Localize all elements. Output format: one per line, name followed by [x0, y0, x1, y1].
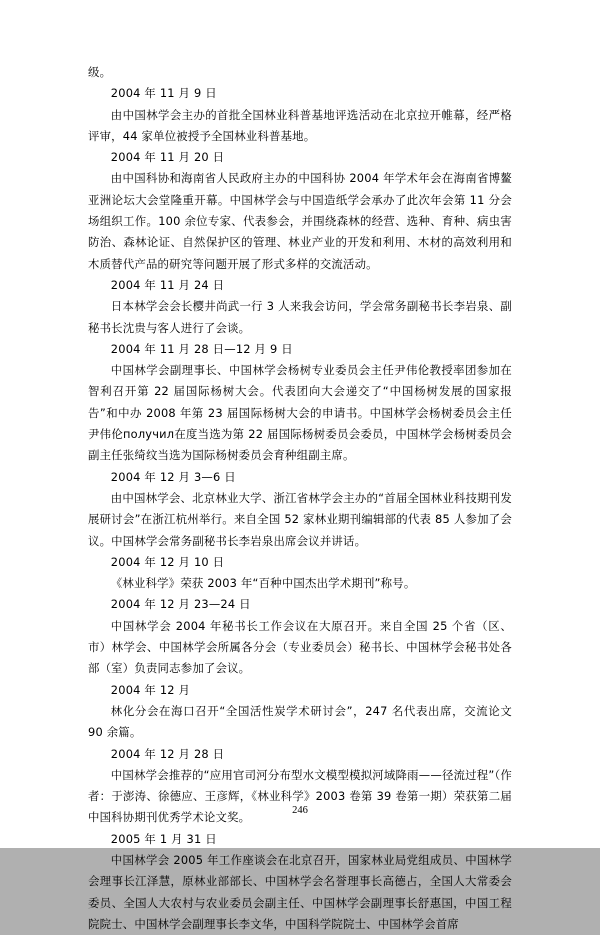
date-heading-3: 2004 年 11 月 20 日 [110, 150, 225, 165]
paragraph-14: 中国林学会 2004 年秘书长工作会议在大原召开。来自全国 25 个省（区、市）林学会、中国林学会所属各分会（专业委员会）秘书长、中国林学会秘书处各部（室）负责同志参加了会议。 [88, 618, 512, 676]
paragraph-12: 《林业科学》荣获 2003 年“百种中国杰出学术期刊”称号。 [110, 576, 416, 591]
paragraph-18: 中国林学会推荐的“应用官司河分布型水文模型模拟河域降雨——径流过程”（作者：于澎涛、徐德应、王彦辉，《林业科学》2003 卷第 39 卷第一期）荣获第二届中国科协期刊优秀学术论文奖。 [88, 767, 512, 825]
date-heading-11: 2004 年 12 月 10 日 [110, 554, 225, 569]
paragraph-10: 由中国林学会、北京林业大学、浙江省林学会主办的“首届全国林业科技期刊发展研讨会”在浙江杭州举行。来自全国 52 家林业期刊编辑部的代表 85 人参加了会议。中国林学会常务副秘书长李岩泉出席会议并讲话。 [88, 490, 512, 548]
date-heading-9: 2004 年 12 月 3—6 日 [110, 469, 236, 484]
page-number: 246 [292, 805, 308, 816]
date-heading-13: 2004 年 12 月 23—24 日 [110, 597, 251, 612]
paragraph-6: 日本林学会会长樱井尚武一行 3 人来我会访问，学会常务副秘书长李岩泉、副秘书长沈贵与客人进行了会谈。 [88, 299, 512, 335]
date-heading-15: 2004 年 12 月 [110, 682, 191, 697]
date-heading-5: 2004 年 11 月 24 日 [110, 277, 225, 292]
date-heading-19: 2005 年 1 月 31 日 [110, 831, 217, 846]
date-heading-17: 2004 年 12 月 28 日 [110, 746, 225, 761]
paragraph-16: 林化分会在海口召开“全国活性炭学术研讨会”，247 名代表出席，交流论文 90 余篇。 [88, 703, 512, 740]
paragraph-2: 由中国林学会主办的首批全国林业科普基地评选活动在北京拉开帷幕，经严格评审，44 家单位被授予全国林业科普基地。 [88, 107, 512, 143]
paragraph-8: 中国林学会副理事长、中国林学会杨树专业委员会主任尹伟伦教授率团参加在智利召开第 22 届国际杨树大会。代表团向大会递交了“中国杨树发展的国家报告”和中办 2008 年第 23 届国际杨树大会的申请书。中国林学会杨树委员会主任尹伟伦получил在度当选为第 22 届国际杨树委员会委员，中国林学会杨树委员会副主任张绮纹当选为国际杨树委员会育种组副主席。 [88, 363, 512, 463]
date-heading-1: 2004 年 11 月 9 日 [110, 86, 217, 101]
paragraph-0: 级。 [88, 65, 112, 79]
paragraph-4: 由中国科协和海南省人民政府主办的中国科协 2004 年学术年会在海南省博鳌亚洲论坛大会堂隆重开幕。中国林学会与中国造纸学会承办了此次年会第 11 分会场组织工作。100 余位专家、代表参会，并围绕森林的经营、选种、育种、病虫害防治、森林论证、自然保护区的管理、林业产业的开发和利用、木材的高效利用和木质替代产品的研究等问题开展了形式多样的交流活动。 [88, 171, 512, 271]
date-heading-7: 2004 年 11 月 28 日—12 月 9 日 [110, 341, 293, 356]
paragraph-20: 中国林学会 2005 年工作座谈会在北京召开，国家林业局党组成员、中国林学会理事长江泽慧，原林业部部长、中国林学会名誉理事长高德占，全国人大常委会委员、全国人大农村与农业委员会副主任、中国林学会副理事长舒惠国，中国工程院院士、中国林学会副理事长李文华，中国科学院院士、中国林学会首席 [88, 852, 512, 931]
